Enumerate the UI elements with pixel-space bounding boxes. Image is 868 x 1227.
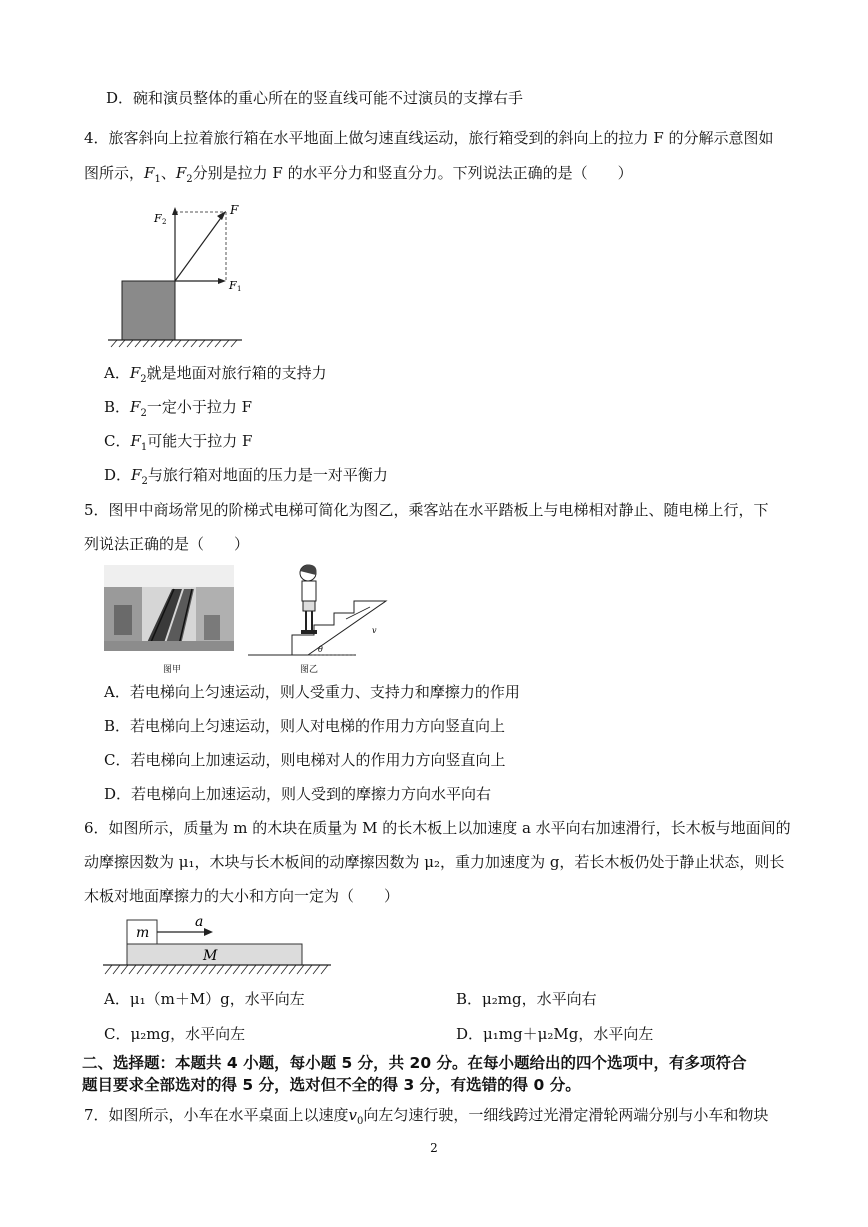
q4-stem-line2: 图所示，$F_1$、$F_2$分别是拉力 F 的水平分力和竖直分力。下列说法正确的是（ ）: [84, 164, 633, 185]
q5-stem-line2: 列说法正确的是（ ）: [84, 535, 250, 553]
caption-diagram-b: 图乙: [300, 665, 319, 675]
label-m: m: [136, 925, 150, 941]
label-a: a: [195, 914, 204, 930]
page-number: 2: [430, 1141, 438, 1155]
label-F1: F: [229, 279, 237, 292]
q5-option-b: B．若电梯向上匀速运动，则人对电梯的作用力方向竖直向上: [104, 717, 506, 735]
q6-stem-line1: 6．如图所示，质量为 m 的木块在质量为 M 的长木板上以加速度 a 水平向右加速滑行，长木板与地面间的: [84, 819, 791, 837]
q5-escalator-photo: [104, 565, 234, 651]
label-F: F: [230, 203, 239, 217]
label-theta: θ: [318, 645, 323, 654]
q6-option-b: B．μ₂mg，水平向右: [456, 990, 597, 1008]
q5-option-a: A．若电梯向上匀速运动，则人受重力、支持力和摩擦力的作用: [104, 683, 520, 701]
q5-option-c: C．若电梯向上加速运动，则电梯对人的作用力方向竖直向上: [104, 751, 506, 769]
q5-option-d: D．若电梯向上加速运动，则人受到的摩擦力方向水平向右: [104, 785, 492, 803]
section2-heading-line1: 二、选择题：本题共 4 小题，每小题 5 分，共 20 分。在每小题给出的四个选项中，有多项符合: [82, 1054, 747, 1072]
q6-block-board-diagram: [103, 912, 335, 980]
q4-option-c: C．$F_1$可能大于拉力 F: [104, 432, 253, 453]
q4-force-diagram: [105, 198, 255, 350]
q6-option-a: A．μ₁（m＋M）g，水平向左: [104, 990, 305, 1008]
label-F2: F: [154, 212, 162, 225]
q4-option-b: B．$F_2$一定小于拉力 F: [104, 398, 253, 419]
q7-stem-line1: 7．如图所示，小车在水平桌面上以速度$v_0$向左匀速行驶，一细线跨过光滑定滑轮两端分别与小车和物块: [84, 1106, 769, 1127]
label-F2-sub: 2: [162, 218, 167, 226]
q5-escalator-diagram: [246, 563, 391, 658]
q6-stem-line2: 动摩擦因数为 μ₁，木块与长木板间的动摩擦因数为 μ₂，重力加速度为 g，若长木板仍处于静止状态，则长: [84, 853, 785, 871]
caption-photo-a: 图甲: [163, 665, 182, 675]
label-M: M: [203, 948, 218, 964]
section2-heading-line2: 题目要求全部选对的得 5 分，选对但不全的得 3 分，有选错的得 0 分。: [82, 1076, 581, 1094]
q4-option-a: A．$F_2$就是地面对旅行箱的支持力: [104, 364, 327, 385]
q4-stem-line1: 4．旅客斜向上拉着旅行箱在水平地面上做匀速直线运动，旅行箱受到的斜向上的拉力 F 的分解示意图如: [84, 129, 774, 147]
q5-stem-line1: 5．图甲中商场常见的阶梯式电梯可简化为图乙，乘客站在水平踏板上与电梯相对静止、随电梯上行，下: [84, 501, 769, 519]
q6-stem-line3: 木板对地面摩擦力的大小和方向一定为（ ）: [84, 887, 400, 905]
q4-option-d: D．$F_2$与旅行箱对地面的压力是一对平衡力: [104, 466, 388, 487]
q6-option-c: C．μ₂mg，水平向左: [104, 1025, 246, 1043]
label-v: v: [372, 626, 377, 635]
label-F1-sub: 1: [237, 285, 242, 293]
q6-option-d: D．μ₁mg＋μ₂Mg，水平向左: [456, 1025, 654, 1043]
q3-option-d: D．碗和演员整体的重心所在的竖直线可能不过演员的支撑右手: [106, 89, 524, 107]
